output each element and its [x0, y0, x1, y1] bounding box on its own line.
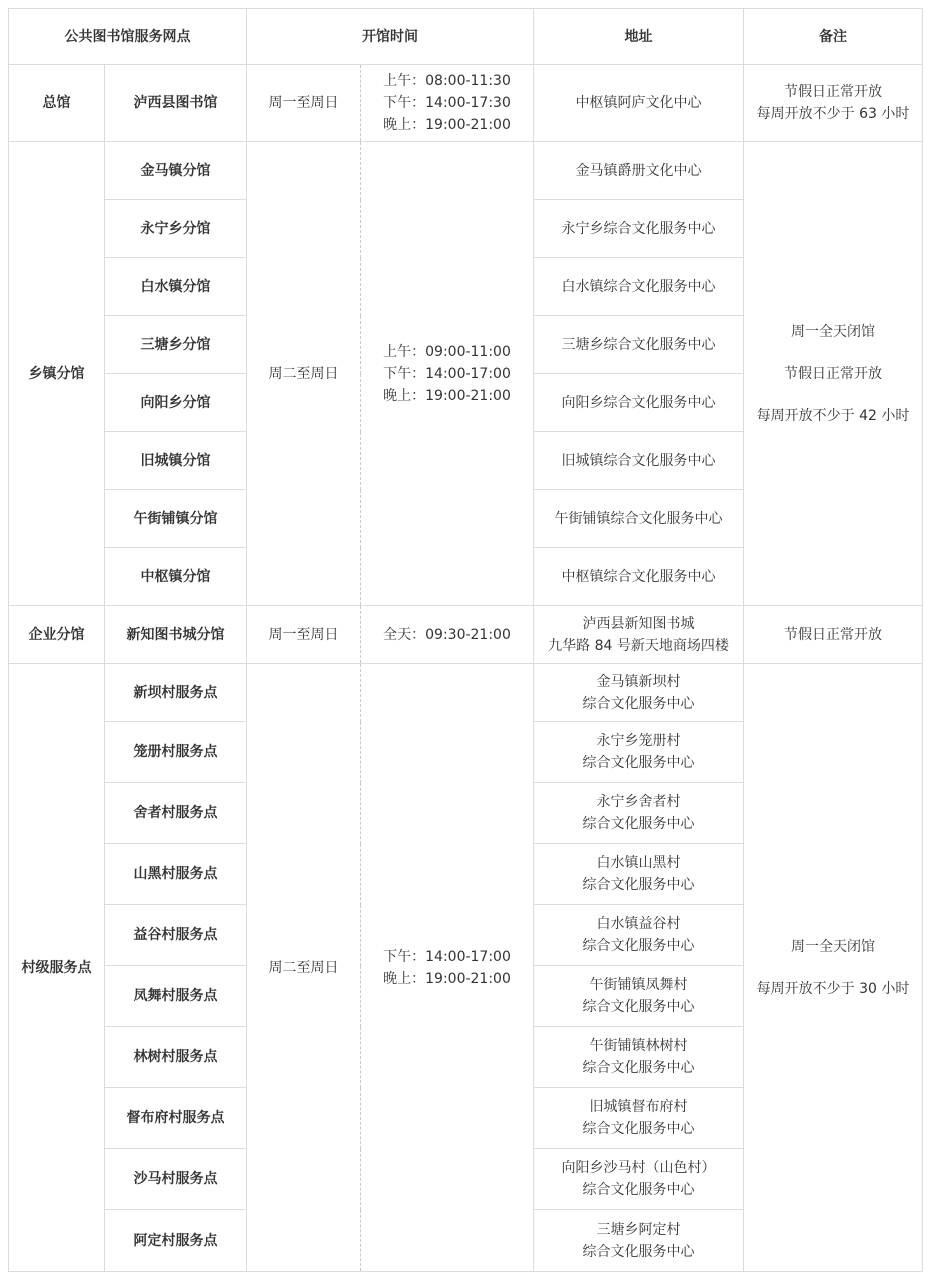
address-line: 综合文化服务中心 — [582, 816, 695, 832]
address-line: 泸西县新知图书城 — [582, 615, 695, 632]
address — [534, 1149, 744, 1210]
branch-name: 金马镇分馆 — [105, 142, 247, 200]
address — [534, 966, 744, 1027]
address: 中枢镇阿庐文化中心 — [534, 65, 744, 142]
address: 金马镇爵册文化中心 — [534, 142, 744, 200]
point-name: 舍者村服务点 — [105, 783, 247, 844]
address-line: 午街铺镇林树村 — [589, 1038, 688, 1054]
category-village: 村级服务点 — [9, 664, 105, 1272]
point-name: 沙马村服务点 — [105, 1149, 247, 1210]
address-line: 综合文化服务中心 — [582, 1243, 695, 1260]
address — [534, 1088, 744, 1149]
category-town: 乡镇分馆 — [9, 142, 105, 606]
remark-line: 周一全天闭馆 — [791, 323, 875, 340]
address — [534, 722, 744, 783]
address-line: 白水镇益谷村 — [596, 916, 681, 932]
address-line: 综合文化服务中心 — [582, 1121, 695, 1137]
address: 旧城镇综合文化服务中心 — [534, 432, 744, 490]
branch-name: 白水镇分馆 — [105, 258, 247, 316]
point-name: 凤舞村服务点 — [105, 966, 247, 1027]
hours-line: 上午：09:00-11:00 — [383, 343, 511, 360]
open-days: 周二至周日 — [247, 664, 361, 1272]
hours-line: 晚上：19:00-21:00 — [383, 387, 511, 404]
address-line: 永宁乡舍者村 — [596, 794, 681, 810]
address: 三塘乡综合文化服务中心 — [534, 316, 744, 374]
address: 向阳乡综合文化服务中心 — [534, 374, 744, 432]
open-hours — [361, 664, 534, 1272]
header-remark: 备注 — [744, 9, 923, 65]
branch-name: 中枢镇分馆 — [105, 548, 247, 606]
remark-line: 节假日正常开放 — [784, 365, 882, 382]
remark-line: 周一全天闭馆 — [791, 938, 875, 955]
header-row — [9, 9, 923, 65]
hours-line: 晚上：19:00-21:00 — [383, 970, 511, 987]
remark — [744, 664, 923, 1272]
table-row — [9, 142, 923, 200]
remark: 节假日正常开放 — [744, 606, 923, 664]
branch-name: 三塘乡分馆 — [105, 316, 247, 374]
point-name: 新坝村服务点 — [105, 664, 247, 722]
address-line: 综合文化服务中心 — [582, 1060, 695, 1076]
open-days: 周一至周日 — [247, 65, 361, 142]
open-hours — [361, 142, 534, 606]
address — [534, 783, 744, 844]
branch-name: 新知图书城分馆 — [105, 606, 247, 664]
branch-name: 永宁乡分馆 — [105, 200, 247, 258]
hours-line: 上午：08:00-11:30 — [383, 73, 511, 89]
category-enterprise: 企业分馆 — [9, 606, 105, 664]
address-line: 向阳乡沙马村（山色村） — [561, 1160, 716, 1176]
address — [534, 1210, 744, 1272]
address: 中枢镇综合文化服务中心 — [534, 548, 744, 606]
remark — [744, 142, 923, 606]
point-name: 阿定村服务点 — [105, 1210, 247, 1272]
remark-line: 每周开放不少于 42 小时 — [756, 407, 910, 424]
library-name: 泸西县图书馆 — [105, 65, 247, 142]
branch-name: 向阳乡分馆 — [105, 374, 247, 432]
address — [534, 844, 744, 905]
address-line: 综合文化服务中心 — [582, 938, 695, 954]
open-hours: 全天：09:30-21:00 — [361, 606, 534, 664]
header-address: 地址 — [534, 9, 744, 65]
address-line: 综合文化服务中心 — [582, 1182, 695, 1198]
address: 午街铺镇综合文化服务中心 — [534, 490, 744, 548]
address-line: 综合文化服务中心 — [582, 999, 695, 1015]
header-hours: 开馆时间 — [247, 9, 534, 65]
category-main: 总馆 — [9, 65, 105, 142]
address-line: 白水镇山黑村 — [596, 855, 681, 871]
open-days: 周二至周日 — [247, 142, 361, 606]
header-network: 公共图书馆服务网点 — [9, 9, 247, 65]
point-name: 笼册村服务点 — [105, 722, 247, 783]
address: 永宁乡综合文化服务中心 — [534, 200, 744, 258]
table-row — [9, 664, 923, 722]
address-line: 三塘乡阿定村 — [596, 1221, 681, 1238]
remark-line: 每周开放不少于 63 小时 — [756, 106, 910, 122]
address-line: 金马镇新坝村 — [596, 673, 681, 690]
point-name: 山黑村服务点 — [105, 844, 247, 905]
branch-name: 旧城镇分馆 — [105, 432, 247, 490]
address — [534, 905, 744, 966]
hours-line: 下午：14:00-17:00 — [383, 948, 511, 965]
hours-line: 晚上：19:00-21:00 — [383, 117, 511, 133]
address-line: 永宁乡笼册村 — [596, 733, 681, 749]
address — [534, 1027, 744, 1088]
remark-line: 每周开放不少于 30 小时 — [756, 980, 910, 997]
address — [534, 664, 744, 722]
point-name: 督布府村服务点 — [105, 1088, 247, 1149]
library-service-table — [8, 8, 923, 1272]
address-line: 九华路 84 号新天地商场四楼 — [548, 637, 729, 654]
address-line: 午街铺镇凤舞村 — [589, 977, 688, 993]
branch-name: 午街铺镇分馆 — [105, 490, 247, 548]
point-name: 林树村服务点 — [105, 1027, 247, 1088]
address-line: 综合文化服务中心 — [582, 755, 695, 771]
table-row — [9, 606, 923, 664]
hours-line: 下午：14:00-17:00 — [383, 365, 511, 382]
address-line: 综合文化服务中心 — [582, 877, 695, 893]
open-days: 周一至周日 — [247, 606, 361, 664]
remark — [744, 65, 923, 142]
address: 白水镇综合文化服务中心 — [534, 258, 744, 316]
point-name: 益谷村服务点 — [105, 905, 247, 966]
address-line: 综合文化服务中心 — [582, 695, 695, 712]
open-hours — [361, 65, 534, 142]
hours-line: 下午：14:00-17:30 — [383, 95, 511, 111]
address — [534, 606, 744, 664]
table-row — [9, 65, 923, 142]
address-line: 旧城镇督布府村 — [589, 1099, 688, 1115]
remark-line: 节假日正常开放 — [784, 84, 882, 100]
